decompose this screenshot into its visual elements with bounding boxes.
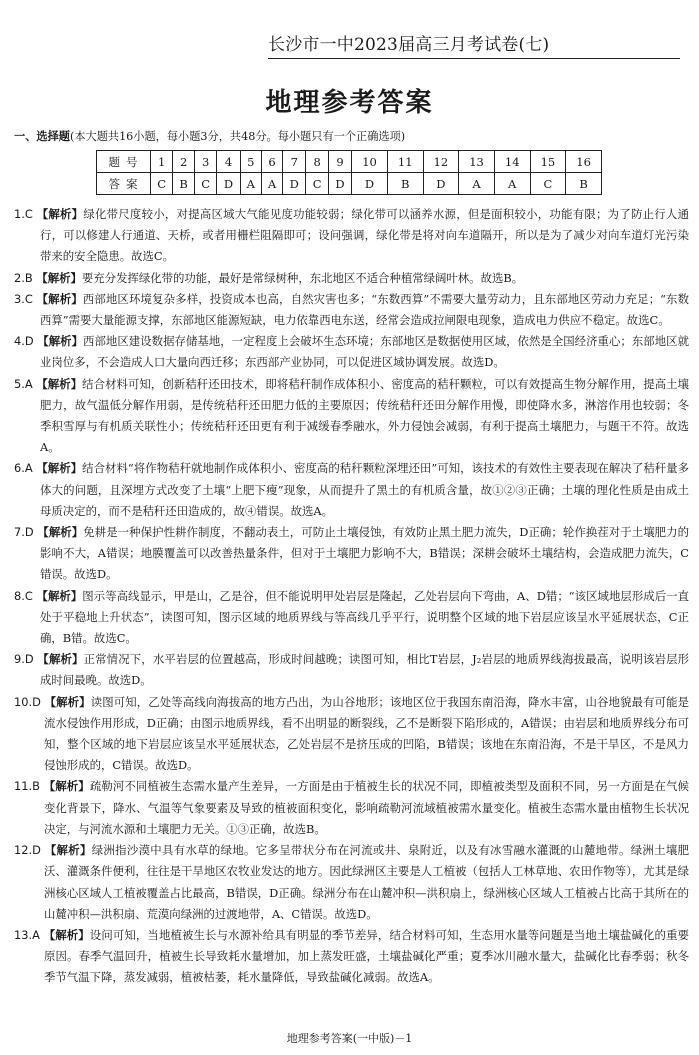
answer-cell: D — [217, 173, 240, 195]
item-number: 4.D — [14, 334, 34, 349]
item-number: 2.B — [14, 270, 33, 285]
question-number-cell: 3 — [194, 151, 216, 173]
analysis-tag: 【解析】 — [36, 588, 83, 603]
answer-item — [14, 692, 689, 777]
item-text: 要充分发挥绿化带的功能，最好是常绿树种，东北地区不适合种植常绿阔叶林。故选B。 — [81, 270, 524, 285]
answer-item — [14, 840, 689, 925]
header-divider — [268, 58, 680, 59]
analysis-tag: 【解析】 — [43, 779, 90, 794]
item-text: 正常情况下，水平岩层的位置越高，形成时间越晚；读图可知，相比T岩层，J₂岩层的地质界线海拔最高，说明该岩层形成时间最晚。故选D。 — [40, 652, 690, 688]
question-number-cell: 5 — [240, 151, 261, 173]
analysis-tag: 【解析】 — [37, 652, 84, 667]
item-text: 设问可知，当地植被生长与水源补给具有明显的季节差异，结合材料可知，生态用水量等问题是当地土壤盐碱化的重要原因。春季气温回升，植被生长导致耗水量增加，加上蒸发旺盛，土壤盐碱化严重；夏季冰川融水量大，盐碱化比春季弱；秋冬季节气温下降，蒸发减弱，植被枯萎，耗水量降低，导致盐碱化减弱。故选A。 — [44, 927, 689, 985]
item-number: 8.C — [14, 588, 33, 603]
item-text: 读图可知，乙处等高线向海拔高的地方凸出，为山谷地形；该地区位于我国东南沿海，降水丰富，山谷地貌最有可能是流水侵蚀作用形成，D正确；由图示地质界线，看不出明显的断裂线，乙不是断裂下陷形成的，A错误；由岩层和地质界线分布可知，整个区域的地下岩层应该呈水平延展状态，乙处岩层不是挤压成的凹陷，B错误；该地在东南沿海，不是干旱区，不是风力侵蚀形成的，C错误。故选D。 — [44, 694, 689, 773]
item-text: 结合材料“将作物秸秆就地制作成体积小、密度高的秸秆颗粒深埋还田”可知，该技术的有效性主要表现在解决了秸秆量多体大的问题，且深埋方式改变了土壤“上肥下瘦”现象，从而提升了黑土的有机质含量，故①②③正确；土壤的理化性质是由成土母质决定的，而不是秸秆还田造成的，故④错误。故选A。 — [40, 461, 689, 518]
answer-cell: C — [194, 173, 216, 195]
question-number-cell: 2 — [173, 151, 195, 173]
answer-table — [96, 150, 602, 195]
answer-item — [14, 204, 689, 268]
item-number: 1.C — [14, 207, 33, 221]
analysis-tag: 【解析】 — [37, 525, 84, 540]
answer-cell: D — [423, 173, 459, 195]
answer-item — [14, 522, 689, 586]
analysis-tag: 【解析】 — [36, 461, 83, 476]
item-number: 5.A — [14, 376, 33, 391]
question-number-cell: 13 — [459, 151, 495, 173]
item-text: 疏勒河不同植被生态需水量产生差异，一方面是由于植被生长的状况不同，即植被类型及面积不同，另一方面是在气候变化背景下，降水、气温等气象要素及导致的植被面积变化，影响疏勒河流域植被需水量变化。植被生态需水量由植物生长状况决定，与河流水源和土壤肥力无关。①③正确，故选B。 — [44, 779, 689, 836]
page-title: 地理参考答案 — [265, 88, 434, 118]
page-footer: 地理参考答案(一中版)－1 — [286, 1032, 413, 1045]
item-number: 13.A — [14, 927, 40, 942]
answer-item — [14, 649, 689, 691]
answer-item — [14, 458, 689, 522]
item-text: 图示等高线显示，甲是山，乙是谷，但不能说明甲处岩层是隆起，乙处岩层向下弯曲，A、D错；“该区域地层形成后一直处于平稳地上升状态”，读图可知，图示区域的地质界线与等高线几乎平行，说明整个区域的地下岩层应该呈水平延展状态，C正确，B错。故选C。 — [40, 588, 689, 646]
item-number: 3.C — [14, 291, 33, 306]
question-number-cell: 9 — [328, 151, 351, 173]
answer-cell: A — [459, 173, 495, 195]
item-number: 12.D — [14, 843, 41, 858]
answer-cell: A — [494, 173, 530, 195]
item-number: 10.D — [14, 694, 41, 709]
answer-row — [97, 173, 602, 195]
analysis-tag: 【解析】 — [36, 207, 84, 221]
item-number: 9.D — [14, 652, 34, 667]
answer-cell: C — [151, 173, 173, 195]
answer-cell: D — [352, 173, 388, 195]
item-text: 免耕是一种保护性耕作制度，不翻动表土，可防止土壤侵蚀，有效防止黑土肥力流失，D正确；轮作换茬对于土壤肥力的影响不大，A错误；地膜覆盖可以改善热量条件，但对于土壤肥力影响不大，B错误；深耕会破坏土壤结构，会造成肥力流失，C错误。故选D。 — [40, 525, 690, 582]
row-label-number: 题号 — [97, 151, 151, 173]
item-text: 绿化带尺度较小，对提高区域大气能见度功能较弱；绿化带可以涵养水源，但是面积较小，功能有限；为了防止行人通行，可以修建人行通道、天桥，或者用栅栏阻隔即可；设问强调，绿化带是将对向车道隔开，所以是为了减少对向车道灯光污染带来的安全隐患。故选C。 — [40, 207, 689, 264]
analysis-tag: 【解析】 — [44, 843, 92, 858]
analysis-tag: 【解析】 — [36, 376, 83, 391]
item-number: 6.A — [14, 461, 33, 476]
answer-cell: B — [566, 173, 602, 195]
analysis-tag: 【解析】 — [36, 270, 82, 285]
answer-item — [14, 289, 689, 331]
answer-item — [14, 586, 689, 650]
question-number-row — [97, 151, 602, 173]
answer-cell: D — [328, 173, 351, 195]
question-number-cell: 1 — [151, 151, 173, 173]
answer-cell: A — [240, 173, 261, 195]
answer-cell: A — [261, 173, 282, 195]
answer-item — [14, 331, 689, 373]
analysis-tag: 【解析】 — [44, 694, 91, 709]
analysis-tag: 【解析】 — [37, 334, 84, 349]
answer-cell: D — [283, 173, 306, 195]
question-number-cell: 14 — [494, 151, 530, 173]
answer-cell: B — [173, 173, 195, 195]
item-text: 西部地区建设数据存储基地，一定程度上会破坏生态环境；东部地区是数据使用区域，依然是全国经济重心；东部地区就业岗位多，不会造成人口大量向西迁移；东西部产业协同，可以促进区域协调发展。故选D。 — [40, 334, 689, 370]
question-number-cell: 4 — [217, 151, 240, 173]
exam-title: 长沙市一中2023届高三月考试卷(七) — [268, 35, 550, 55]
question-number-cell: 7 — [283, 151, 306, 173]
item-text: 结合材料可知，创新秸秆还田技术，即将秸秆制作成体积小、密度高的秸秆颗粒，可以有效提高生物分解作用，提高土壤肥力，故气温低分解作用弱，是传统秸秆还田肥力低的主要原因；传统秸秆还田分解作用慢，即使降水多，淋溶作用也较弱；冬季积雪厚与有机质关联性小；传统秸秆还田更有利于减缓春季融水，外力侵蚀会减弱，有利于提高土壤肥力，与题干不符。故选A。 — [40, 376, 689, 455]
item-text: 绿洲指沙漠中具有水草的绿地。它多呈带状分布在河流或井、泉附近，以及有冰雪融水灌溉的山麓地带。绿洲土壤肥沃、灌溉条件便利，往往是干旱地区农牧业发达的地方。因此绿洲区主要是人工植被（包括人工林草地、农田作物等），尤其是绿洲核心区域人工植被覆盖占比最高，B错误，D正确。绿洲分布在山麓冲积—洪积扇上，绿洲核心区域人工植被占比高于其所在的山麓冲积—洪积扇、荒漠向绿洲的过渡地带，A、C错误。故选D。 — [44, 843, 689, 921]
item-text: 西部地区环境复杂多样，投资成本也高，自然灾害也多；“东数西算”不需要大量劳动力，且东部地区劳动力充足；“东数西算”需要大量能源支撑，东部地区能源短缺，电力依靠西电东送，经常会造成拉闸限电现象，造成电力供应不稳定。故选C。 — [40, 291, 689, 328]
section-note: (本大题共16小题，每小题3分，共48分。每小题只有一个正确选项) — [69, 130, 406, 143]
question-number-cell: 6 — [261, 151, 282, 173]
answer-item — [14, 268, 689, 289]
question-number-cell: 15 — [530, 151, 566, 173]
question-number-cell: 12 — [423, 151, 459, 173]
item-number: 7.D — [14, 525, 34, 540]
item-number: 11.B — [14, 779, 40, 794]
answer-cell: B — [387, 173, 423, 195]
answer-cell: C — [306, 173, 328, 195]
question-number-cell: 10 — [352, 151, 388, 173]
analysis-tag: 【解析】 — [43, 927, 90, 942]
question-number-cell: 8 — [306, 151, 328, 173]
explanation-list — [14, 204, 689, 989]
section-heading — [14, 128, 684, 144]
answer-item — [14, 925, 689, 989]
analysis-tag: 【解析】 — [36, 291, 83, 306]
answer-item — [14, 776, 689, 840]
section-title: 一、选择题 — [14, 130, 70, 143]
answer-item — [14, 374, 689, 459]
question-number-cell: 16 — [566, 151, 602, 173]
row-label-answer: 答案 — [97, 173, 151, 195]
question-number-cell: 11 — [387, 151, 423, 173]
answer-cell: C — [530, 173, 566, 195]
